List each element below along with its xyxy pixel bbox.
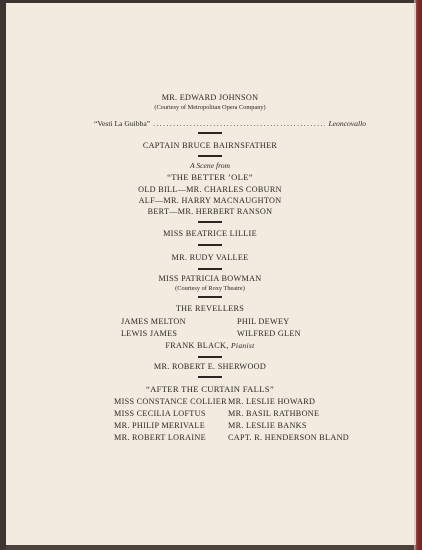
performer-sherwood: MR. ROBERT E. SHERWOOD — [153, 362, 267, 371]
section-rule — [198, 155, 222, 157]
book-edge — [414, 0, 422, 550]
performer-bairnsfather: CAPTAIN BRUCE BAIRNSFATHER — [142, 141, 278, 150]
performer-johnson: MR. EDWARD JOHNSON — [161, 93, 259, 102]
curtain-cast-right: MR. LESLIE HOWARD — [228, 397, 316, 406]
curtain-cast-left: MR. ROBERT LORAINE — [114, 433, 206, 442]
pianist-line — [6, 341, 414, 350]
performer-lillie: MISS BEATRICE LILLIE — [163, 229, 257, 238]
reveller-name: PHIL DEWEY — [237, 317, 290, 326]
courtesy-roxy: (Courtesy of Roxy Theatre) — [175, 285, 245, 292]
section-rule — [198, 244, 222, 246]
performer-bowman: MISS PATRICIA BOWMAN — [158, 274, 262, 283]
courtesy-metropolitan: (Courtesy of Metropolitan Opera Company) — [154, 104, 266, 111]
pianist-role: Pianist — [230, 341, 255, 350]
aria-line — [94, 119, 366, 128]
cast-line: BERT—MR. HERBERT RANSON — [147, 207, 273, 216]
section-rule — [198, 376, 222, 378]
page-bottom-edge — [6, 545, 414, 550]
section-rule — [198, 221, 222, 223]
section-rule — [198, 356, 222, 358]
curtain-cast-right: CAPT. R. HENDERSON BLAND — [228, 433, 349, 442]
scene-intro: A Scene from — [189, 161, 231, 170]
program-page — [6, 3, 414, 545]
curtain-cast-right: MR. LESLIE BANKS — [228, 421, 307, 430]
performer-vallee: MR. RUDY VALLEE — [171, 253, 249, 262]
curtain-title: “AFTER THE CURTAIN FALLS” — [146, 384, 274, 394]
aria-title: “Vesti La Guibba” — [94, 119, 151, 128]
dot-leader — [153, 120, 325, 128]
curtain-cast-right: MR. BASIL RATHBONE — [228, 409, 320, 418]
reveller-name: LEWIS JAMES — [121, 329, 178, 338]
section-rule — [198, 296, 222, 298]
section-rule — [198, 268, 222, 270]
aria-composer: Leoncovallo — [328, 119, 366, 128]
scene-title: “THE BETTER ’OLE” — [167, 172, 253, 182]
revellers-heading: THE REVELLERS — [175, 304, 245, 313]
section-rule — [198, 132, 222, 134]
curtain-cast-left: MISS CONSTANCE COLLIER — [114, 397, 227, 406]
curtain-cast-left: MISS CECILIA LOFTUS — [114, 409, 206, 418]
cast-line: ALF—MR. HARRY MACNAUGHTON — [138, 196, 282, 205]
curtain-cast-left: MR. PHILIP MERIVALE — [114, 421, 205, 430]
cast-line: OLD BILL—MR. CHARLES COBURN — [138, 185, 282, 194]
reveller-name: WILFRED GLEN — [237, 329, 301, 338]
reveller-name: JAMES MELTON — [121, 317, 186, 326]
pianist-name: FRANK BLACK, — [165, 341, 229, 350]
